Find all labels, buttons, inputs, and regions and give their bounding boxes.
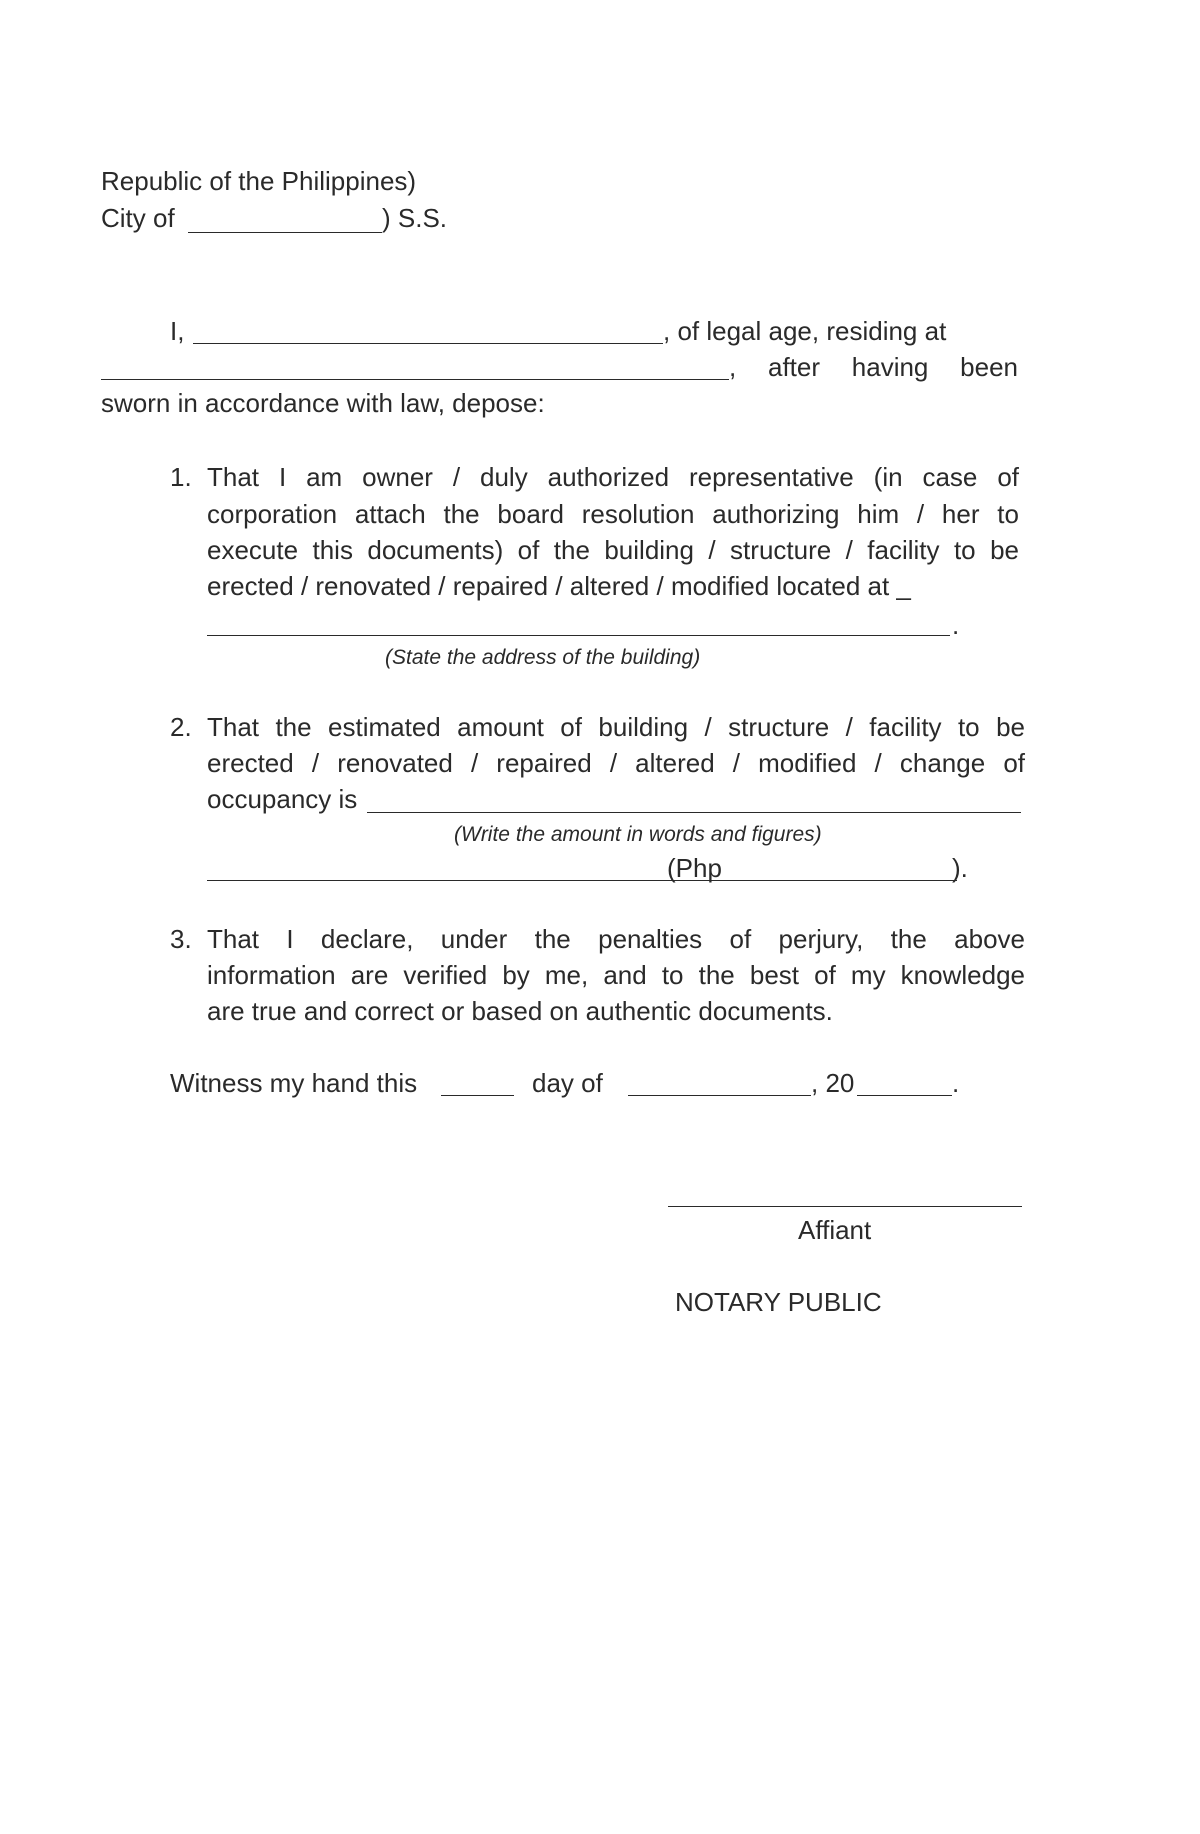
header-ss: ) S.S. bbox=[382, 203, 448, 233]
item2-hint: (Write the amount in words and figures) bbox=[454, 823, 822, 846]
header-republic: Republic of the Philippines) bbox=[101, 166, 417, 196]
item2-line2: erected / renovated / repaired / altered / modified / change of bbox=[207, 748, 1025, 778]
year-blank[interactable] bbox=[857, 1095, 952, 1096]
intro-after-text: , after having been bbox=[729, 352, 1018, 382]
item1-line1: That I am owner / duly authorized representative (in case of bbox=[207, 462, 1019, 492]
notary-public-label: NOTARY PUBLIC bbox=[675, 1287, 882, 1317]
witness-year-prefix: , 20 bbox=[811, 1068, 855, 1098]
affiant-label: Affiant bbox=[798, 1215, 872, 1245]
month-blank[interactable] bbox=[628, 1095, 811, 1096]
item3-line2-wrap bbox=[207, 960, 1025, 990]
residence-blank[interactable] bbox=[101, 379, 729, 380]
item1-hint: (State the address of the building) bbox=[385, 646, 701, 669]
amount-figures-blank[interactable] bbox=[667, 880, 957, 881]
name-blank[interactable] bbox=[193, 343, 663, 344]
item2-php-close: ). bbox=[952, 853, 968, 883]
item2-line1: That the estimated amount of building / structure / facility to be bbox=[207, 712, 1025, 742]
item1-line2: corporation attach the board resolution authorizing him / her to bbox=[207, 499, 1019, 529]
building-address-blank[interactable] bbox=[207, 635, 950, 636]
item3-line3: are true and correct or based on authentic documents. bbox=[207, 996, 833, 1026]
item2-php-label: (Php bbox=[667, 853, 722, 883]
city-blank[interactable] bbox=[188, 232, 382, 233]
amount-words-blank[interactable] bbox=[367, 812, 1021, 813]
item1-line3-wrap bbox=[207, 535, 1019, 565]
item3-number: 3. bbox=[170, 924, 192, 954]
witness-day-of: day of bbox=[532, 1068, 603, 1098]
item2-line2-wrap bbox=[207, 748, 1025, 778]
item2-line3: occupancy is bbox=[207, 784, 358, 814]
item1-period: . bbox=[952, 610, 960, 640]
item1-line2-wrap bbox=[207, 499, 1019, 529]
item1-number: 1. bbox=[170, 462, 192, 492]
amount-words-blank-2[interactable] bbox=[207, 880, 667, 881]
item3-line1: That I declare, under the penalties of perjury, the above bbox=[207, 924, 1025, 954]
item2-line1-wrap bbox=[207, 712, 1025, 742]
item1-line3: execute this documents) of the building / structure / facility to be bbox=[207, 535, 1019, 565]
intro-legal-age: , of legal age, residing at bbox=[663, 316, 947, 346]
day-blank[interactable] bbox=[441, 1095, 514, 1096]
item2-number: 2. bbox=[170, 712, 192, 742]
item1-line1-wrap bbox=[207, 462, 1019, 492]
witness-prefix: Witness my hand this bbox=[170, 1068, 418, 1098]
witness-period: . bbox=[952, 1068, 960, 1098]
item3-line1-wrap bbox=[207, 924, 1025, 954]
intro-after-having-been bbox=[729, 352, 1018, 382]
item3-line2: information are verified by me, and to the best of my knowledge bbox=[207, 960, 1025, 990]
intro-sworn: sworn in accordance with law, depose: bbox=[101, 388, 545, 418]
item1-line4: erected / renovated / repaired / altered / modified located at _ bbox=[207, 571, 911, 601]
intro-i: I, bbox=[170, 316, 185, 346]
affiant-signature-line[interactable] bbox=[668, 1206, 1022, 1207]
header-city-label: City of bbox=[101, 203, 175, 233]
